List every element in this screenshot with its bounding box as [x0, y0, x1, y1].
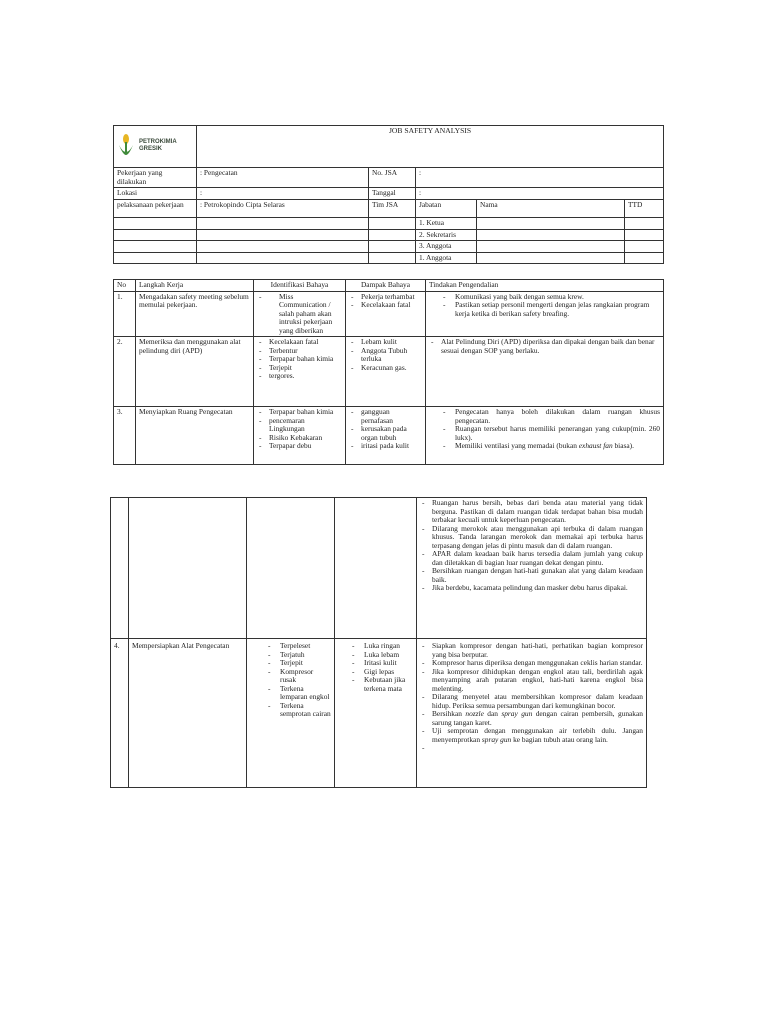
list-item: - Terpapar debu: [269, 442, 342, 451]
label-pekerjaan: Pekerjaan yang dilakukan: [114, 168, 197, 188]
list-item: - Bersihkan ruangan dengan hati-hati gunakan alat yang dalam keadaan baik.: [432, 567, 643, 584]
table-row: [111, 639, 647, 788]
list-item: - kerusakan pada organ tubuh: [361, 425, 422, 442]
list-item: - Anggota Tubuh terluka: [361, 347, 422, 364]
list-item: - Kompresor harus diperiksa dengan menggunakan ceklis harian standar.: [432, 659, 643, 668]
list-item: - Uji semprotan dengan menggunakan air terlebih dulu. Jangan menyemprotkan spray gun ke bagian tubuh atau orang lain.: [432, 727, 643, 744]
team-anggota-1: 1. Anggota: [416, 252, 477, 264]
list-item: - Miss Communication / salah paham akan intruksi pekerjaan yang diberikan: [269, 293, 342, 336]
label-pelaksanaan: pelaksanaan pekerjaan: [114, 200, 197, 218]
list-item: - Ruangan harus bersih, bebas dari benda atau material yang tidak berguna. Pastikan di dalam ruangan tidak terdapat bahan bisa mudah terbakar kecuali untuk keperluan pengecatan.: [432, 499, 643, 525]
list-item: - Terkena semprotan cairan: [280, 702, 331, 719]
list-item: - Bersihkan nozzle dan spray gun dengan cairan pembersih, gunakan sarung tangan karet.: [432, 710, 643, 727]
list-item: - Kompresor rusak: [280, 668, 331, 685]
list-item: - Luka ringan: [364, 642, 413, 651]
table-row: [111, 498, 647, 639]
row-no: 2.: [114, 337, 136, 407]
document-title: JOB SAFETY ANALYSIS: [197, 126, 664, 168]
row-step: Mengadakan safety meeting sebelum memulai pekerjaan.: [136, 291, 254, 337]
header-ttd: TTD: [625, 200, 664, 218]
col-dampak: Dampak Bahaya: [346, 280, 426, 292]
list-item: - Siapkan kompresor dengan hati-hati, perhatikan bagian kompresor yang bisa berputar.: [432, 642, 643, 659]
row-impacts: [346, 407, 426, 465]
list-item: - Gigi lepas: [364, 668, 413, 677]
row-controls: [426, 407, 664, 465]
list-item: - Memiliki ventilasi yang memadai (bukan exhaust fan biasa).: [455, 442, 660, 451]
col-tindakan: Tindakan Pengendalian: [426, 280, 664, 292]
list-item: - Kecelakaan fatal: [269, 338, 342, 347]
list-item: - Iritasi kulit: [364, 659, 413, 668]
table-row: [114, 291, 664, 337]
list-item: - Kecelakaan fatal: [361, 301, 422, 310]
row-hazards: [247, 639, 335, 788]
label-lokasi: Lokasi: [114, 188, 197, 200]
logo-cell: [114, 126, 197, 168]
list-item: - Terkena lemparan engkol: [280, 685, 331, 702]
company-name-2: GRESIK: [139, 146, 163, 152]
list-item: - Terpapar bahan kimia: [269, 408, 342, 417]
row-controls: [417, 639, 647, 788]
value-lokasi: :: [197, 188, 369, 200]
list-item: - Pekerja terhambat: [361, 293, 422, 302]
table-row: [114, 407, 664, 465]
list-item: - Terjepit: [280, 659, 331, 668]
row-impacts: [335, 639, 417, 788]
list-item: - Jika kompresor dihidupkan dengan engkol atau tali, berdirilah agak menyamping arah putaran engkol, hati-hati karena engkol bisa melenting.: [432, 668, 643, 694]
row-impacts: [346, 291, 426, 337]
team-ketua: 1. Ketua: [416, 218, 477, 230]
row-no: 3.: [114, 407, 136, 465]
row-step: Menyiapkan Ruang Pengecatan: [136, 407, 254, 465]
row-no: 1.: [114, 291, 136, 337]
team-sekretaris: 2. Sekretaris: [416, 229, 477, 241]
row-no: 4.: [111, 639, 129, 788]
list-item: - Terjatuh: [280, 651, 331, 660]
team-anggota-3: 3. Anggota: [416, 241, 477, 253]
row-step: Memeriksa dan menggunakan alat pelindung diri (APD): [136, 337, 254, 407]
label-tim-jsa: Tim JSA: [369, 200, 416, 218]
list-item: - Keracunan gas.: [361, 364, 422, 373]
row-controls: [426, 337, 664, 407]
row-hazards: [254, 291, 346, 337]
company-name: PETROKIMIA: [139, 139, 177, 146]
list-item: - pencemaran Lingkungan: [269, 417, 342, 434]
table-row: [114, 337, 664, 407]
list-item: - Komunikasi yang baik dengan semua krew.: [455, 293, 660, 302]
list-item: - Ruangan tersebut harus memiliki penerangan yang cukup(min. 260 lukx).: [455, 425, 660, 442]
header-nama: Nama: [477, 200, 625, 218]
value-pelaksanaan: : Petrokopindo Cipta Selaras: [197, 200, 369, 218]
row-controls: [417, 498, 647, 639]
value-no-jsa: :: [416, 168, 664, 188]
list-item: - APAR dalam keadaan baik harus tersedia dalam jumlah yang cukup dan diletakkan di bagian luar ruangan dekat dengan pintu.: [432, 550, 643, 567]
col-no: No: [114, 280, 136, 292]
label-tanggal: Tanggal: [369, 188, 416, 200]
list-item: - Terjepit: [269, 364, 342, 373]
list-item: - Pastikan setiap personil mengerti dengan jelas rangkaian program kerja ketika di berikan safety breafing.: [455, 301, 660, 318]
col-langkah: Langkah Kerja: [136, 280, 254, 292]
petrokimia-logo-icon: [117, 133, 135, 159]
list-item: - tergores.: [269, 372, 342, 381]
list-item: - gangguan pernafasan: [361, 408, 422, 425]
col-identifikasi: Identifikasi Bahaya: [254, 280, 346, 292]
list-item: - Luka lebam: [364, 651, 413, 660]
row-controls: [426, 291, 664, 337]
list-item: - Terpapar bahan kimia: [269, 355, 342, 364]
row-hazards: [254, 407, 346, 465]
jsa-steps-table-continued: [110, 497, 647, 788]
row-step: Mempersiapkan Alat Pengecatan: [129, 639, 247, 788]
list-item: - Dilarang menyetel atau membersihkan kompresor dalam keadaan hidup. Periksa semua persambungan dari kemungkinan bocor.: [432, 693, 643, 710]
header-jabatan: Jabatan: [416, 200, 477, 218]
list-item: - Pengecatan hanya boleh dilakukan dalam ruangan khusus pengecatan.: [455, 408, 660, 425]
list-item: - Jika berdebu, kacamata pelindung dan masker debu harus dipakai.: [432, 584, 643, 593]
value-tanggal: :: [416, 188, 664, 200]
row-impacts: [346, 337, 426, 407]
jsa-steps-table: [113, 279, 664, 465]
list-item: - iritasi pada kulit: [361, 442, 422, 451]
value-pekerjaan: : Pengecatan: [197, 168, 369, 188]
list-item: - Terbentur: [269, 347, 342, 356]
list-item: - Risiko Kebakaran: [269, 434, 342, 443]
list-item: - Terpeleset: [280, 642, 331, 651]
list-item: - Kebutaan jika terkena mata: [364, 676, 413, 693]
list-item: - Dilarang merokok atau menggunakan api terbuka di dalam ruangan khusus. Tanda larangan merokok dan memakai api terbuka harus terpasang dengan jelas di pintu masuk dan di dalam ruangan.: [432, 525, 643, 551]
row-hazards: [254, 337, 346, 407]
label-no-jsa: No. JSA: [369, 168, 416, 188]
list-item: - Lebam kulit: [361, 338, 422, 347]
jsa-header-table: [113, 125, 664, 264]
list-item: - Alat Pelindung Diri (APD) diperiksa dan dipakai dengan baik dan benar sesuai dengan SOP yang berlaku.: [441, 338, 660, 355]
